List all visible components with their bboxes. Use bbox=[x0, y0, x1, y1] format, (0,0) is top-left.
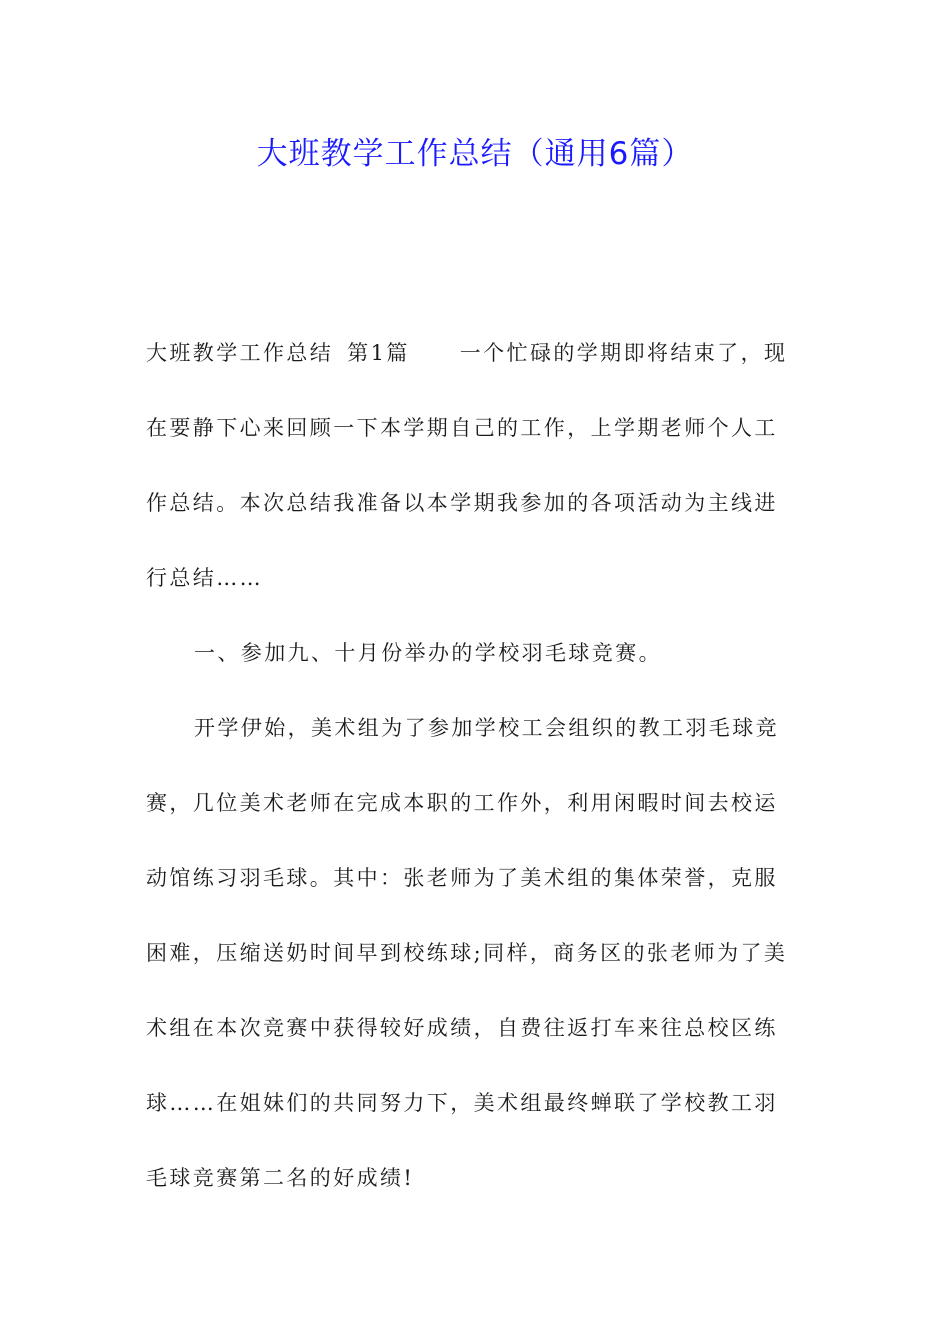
paragraph-line: 术组在本次竞赛中获得较好成绩，自费往返打车来往总校区练 bbox=[146, 1016, 778, 1040]
document-body bbox=[146, 334, 806, 1197]
section-heading bbox=[146, 634, 806, 672]
paragraph-line: 毛球竞赛第二名的好成绩! bbox=[146, 1166, 415, 1190]
paragraph-line: 球……在姐妹们的共同努力下，美术组最终蝉联了学校教工羽 bbox=[146, 1091, 778, 1115]
paragraph-line: 赛，几位美术老师在完成本职的工作外，利用闲暇时间去校运 bbox=[146, 791, 778, 815]
body-paragraph bbox=[146, 709, 806, 1197]
section-heading-text: 一、参加九、十月份举办的学校羽毛球竞赛。 bbox=[194, 641, 662, 665]
intro-text-line: 作总结。本次总结我准备以本学期我参加的各项活动为主线进 bbox=[146, 491, 778, 515]
paragraph-line: 动馆练习羽毛球。其中：张老师为了美术组的集体荣誉，克服 bbox=[146, 866, 778, 890]
intro-paragraph bbox=[146, 334, 806, 597]
paragraph-line: 开学伊始，美术组为了参加学校工会组织的教工羽毛球竞 bbox=[194, 716, 779, 740]
intro-heading: 大班教学工作总结 bbox=[146, 341, 334, 365]
part-label: 第1篇 bbox=[347, 341, 410, 365]
paragraph-line: 困难，压缩送奶时间早到校练球;同样，商务区的张老师为了美 bbox=[146, 941, 788, 965]
intro-text-line: 在要静下心来回顾一下本学期自己的工作，上学期老师个人工 bbox=[146, 416, 778, 440]
intro-line-1 bbox=[146, 334, 806, 372]
intro-text-line: 一个忙碌的学期即将结束了，现 bbox=[459, 341, 788, 365]
intro-text-line: 行总结…… bbox=[146, 566, 263, 590]
document-title: 大班教学工作总结（通用6篇） bbox=[256, 136, 694, 172]
